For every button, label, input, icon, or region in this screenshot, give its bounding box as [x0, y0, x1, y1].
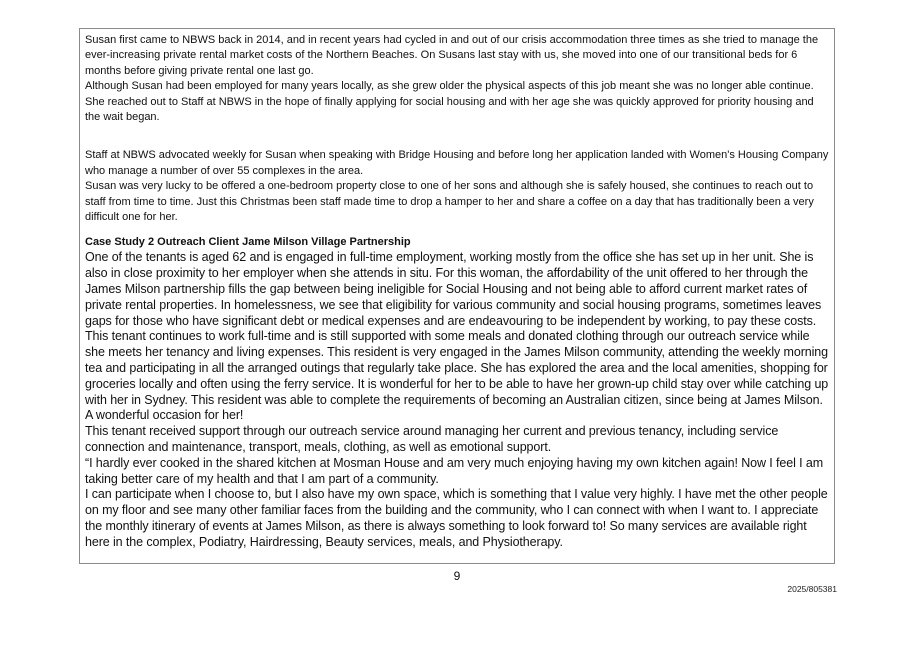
quote-paragraph: “I hardly ever cooked in the shared kitchen at Mosman House and am very much enjoying having my own kitchen again! Now I feel I am taking better care of my health and that I am part of a community.: [85, 455, 824, 486]
case-study-two-heading: Case Study 2 Outreach Client Jame Milson Village Partnership: [85, 236, 411, 249]
paragraph: One of the tenants is aged 62 and is engaged in full-time employment, working mostly from the office she has set up in her unit. She is also in close proximity to her employer when she attends in situ. For this woman, the affordability of the unit offered to her through the James Milson partnership fills the gap between being ineligible for Social Housing and not being able to afford current market rates of private rental properties. In homelessness, we see that eligibility for various community and social housing programs, sometimes leaves gaps for those who have significant debt or medical expenses and are endeavouring to be independent by working, to pay these costs.: [85, 250, 822, 328]
case-study-two-body: [85, 250, 829, 550]
paragraph: This tenant received support through our outreach service around managing her current and previous tenancy, including service connection and maintenance, transport, meals, clothing, as well as emotional support.: [85, 424, 779, 455]
paragraph: Susan first came to NBWS back in 2014, and in recent years had cycled in and out of our crisis accommodation three times as she tried to manage the ever-increasing private rental market costs of the Northern Beaches. On Susans last stay with us, she moved into one of our transitional beds for 6 months before giving private rental one last go.: [85, 34, 819, 77]
paragraph: Staff at NBWS advocated weekly for Susan when speaking with Bridge Housing and before long her application landed with Women's Housing Company who manage a number of over 55 complexes in the area.: [85, 149, 829, 177]
content-frame: [79, 28, 835, 564]
case-study-one-body: [85, 33, 829, 225]
page-number: 9: [453, 569, 461, 583]
paragraph: Susan was very lucky to be offered a one-bedroom property close to one of her sons and although she is safely housed, she continues to reach out to staff from time to time. Just this Christmas been staff made time to drop a hamper to her and share a coffee on a day that has traditionally been a very difficult one for her.: [85, 180, 814, 224]
document-reference: 2025/805381: [787, 584, 837, 594]
paragraph: Although Susan had been employed for many years locally, as she grew older the physical aspects of this job meant she was no longer able continue. She reached out to Staff at NBWS in the hope of finally applying for social housing and with her age she was quickly approved for priority housing and the wait began.: [85, 80, 814, 124]
quote-paragraph: I can participate when I choose to, but I also have my own space, which is something that I value very highly. I have met the other people on my floor and see many other familiar faces from the building and the community, who I can connect with when I want to. I appreciate the monthly itinerary of events at James Milson, as there is always something to look forward to! So many services are available right here in the complex, Podiatry, Hairdressing, Beauty services, meals, and Physiotherapy.: [85, 487, 828, 549]
blank-spacer: [85, 125, 829, 148]
paragraph: This tenant continues to work full-time and is still supported with some meals and donated clothing through our outreach service while she meets her tenancy and living expenses. This resident is very engaged in the James Milson community, attending the weekly morning tea and participating in all the arranged outings that regularly take place. She has explored the area and the local amenities, shopping for groceries locally and often using the ferry service. It is wonderful for her to be able to have her grown-up child stay over while catching up with her in Sydney. This resident was able to complete the requirements of becoming an Australian citizen, since being at James Milson. A wonderful occasion for her!: [85, 329, 829, 423]
